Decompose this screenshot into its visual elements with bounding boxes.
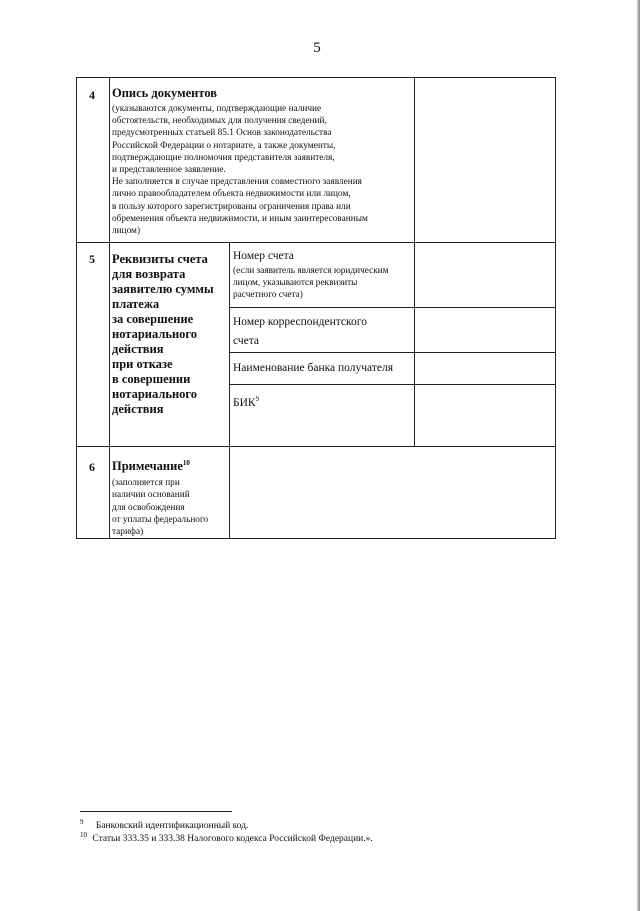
desc-line: лично правообладателем объекта недвижимости или лицом, (112, 189, 351, 200)
note-line: (если заявитель является юридическим (233, 266, 389, 276)
desc-line: лицом) (112, 226, 141, 237)
desc-line: для освобождения (112, 502, 185, 513)
row-5-title (112, 252, 227, 417)
field-label-line: Номер корреспондентского (233, 316, 367, 328)
bank-name-value[interactable] (415, 353, 555, 384)
footnote-ref: 9 (255, 395, 260, 403)
desc-line: тарифа) (112, 526, 144, 537)
row-4-description (112, 103, 412, 237)
correspondent-account-value[interactable] (415, 308, 555, 352)
desc-line: Российской Федерации о нотариате, а также документы, (112, 140, 336, 151)
desc-line: обстоятельств, необходимых для получения сведений, (112, 116, 327, 127)
title-line: за совершение (112, 312, 194, 326)
title-line: заявителю суммы (112, 282, 214, 296)
footnote-text: Статьи 333.35 и 333.38 Налогового кодекса Российской Федерации.». (92, 834, 373, 845)
row-4-value-cell[interactable] (415, 78, 555, 242)
desc-line: (указываются документы, подтверждающие наличие (112, 104, 322, 114)
field-label: Наименование банка получателя (233, 362, 394, 374)
title-line: действия (112, 342, 164, 356)
account-number-value[interactable] (415, 243, 555, 307)
desc-line: наличии оснований (112, 490, 190, 501)
desc-line: обременения объекта недвижимости, и иным заинтересованным (112, 213, 368, 224)
field-correspondent-account (233, 314, 413, 349)
desc-line: подтверждающие полномочия представителя заявителя, (112, 152, 335, 163)
footnote-text: Банковский идентификационный код. (95, 821, 249, 832)
title-line: нотариального (112, 387, 198, 401)
desc-line: предусмотренных статьей 85.1 Основ законодательства (112, 128, 332, 139)
desc-line: (заполняется при (112, 478, 180, 489)
col-divider-number (109, 78, 110, 538)
row-6-content (112, 456, 228, 538)
row-number-5: 5 (89, 252, 95, 266)
title-text: Примечание (112, 459, 183, 474)
field-note (233, 265, 413, 302)
footnote-ref: 10 (182, 459, 190, 467)
page-number: 5 (313, 40, 321, 56)
field-label: БИК (233, 396, 256, 409)
row-4-title: Опись документов (112, 86, 218, 100)
footnote-separator (80, 811, 232, 812)
note-value[interactable] (230, 447, 555, 538)
row-4-content (112, 86, 412, 237)
title-line: нотариального (112, 327, 198, 341)
form-table (76, 77, 556, 539)
field-label-line: счета (233, 335, 260, 347)
desc-line: от уплаты федерального (112, 514, 209, 525)
note-line: лицом, указываются реквизиты (233, 278, 358, 289)
field-label: Номер счета (233, 250, 294, 262)
row-number-6: 6 (89, 460, 95, 474)
field-account-number (233, 248, 413, 302)
field-bik (233, 391, 413, 411)
title-line: в совершении (112, 372, 191, 386)
footnote-mark: 9 (80, 818, 84, 826)
bik-value[interactable] (415, 385, 555, 446)
title-line: Реквизиты счета (112, 252, 208, 266)
title-line: действия (112, 402, 164, 416)
field-bank-name (233, 360, 413, 376)
title-line: при отказе (112, 357, 173, 371)
desc-line: в пользу которого зарегистрированы ограничения права или (112, 201, 351, 212)
row-6-description (112, 477, 228, 538)
title-line: платежа (112, 297, 160, 311)
row-6-title (112, 456, 228, 474)
desc-line: и представленное заявление. (112, 165, 226, 176)
footnote-mark: 10 (80, 831, 87, 839)
title-line: для возврата (112, 267, 186, 281)
desc-line: Не заполняется в случае представления совместного заявления (112, 177, 362, 188)
row-number-4: 4 (89, 88, 95, 102)
footnote-10 (80, 829, 373, 845)
note-line: расчетного счета) (233, 290, 303, 301)
